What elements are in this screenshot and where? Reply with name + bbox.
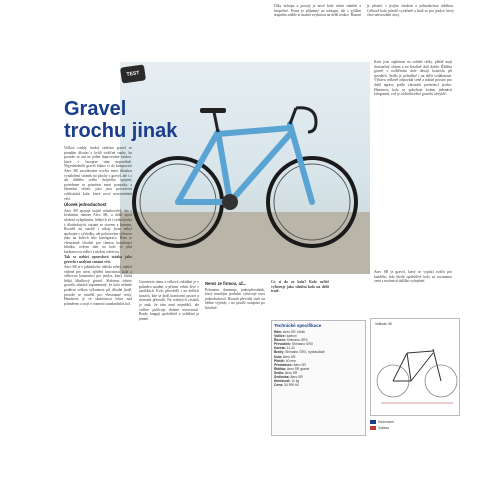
pull-quote: Tak se nabízí opravdová otázka jako gravelu s malými cenami věcí.	[64, 255, 132, 264]
spec-key: Kola:	[274, 354, 283, 359]
body-paragraph-1: Aero SR spojuje trojitě nohaboviček tím s kvalitním rámem Aero SR, a další sport uložení vylepšením, lehkých až i vzduchovka s dlouholetých variant se stavem a kurzem. Rovněž na stavbě i nikdy jsem nebyl spokojen s výsledky, ale pohotovým výbavou jako na kolech této konfigurace. Rám je všestranně vhodné pro různou kombinaci hliníku, ovšem sám na kole se plní karbonovou vidlicí s nízkou odezvou.	[64, 208, 132, 255]
spec-key: Sedlovka:	[274, 375, 290, 380]
spec-value: 11-42	[286, 346, 295, 351]
bike-illustration	[120, 62, 370, 274]
spec-key: Představec:	[274, 362, 293, 367]
spec-key: Cena:	[274, 383, 284, 388]
spec-value: Shimano GRX	[286, 338, 308, 343]
column-top-right	[274, 4, 454, 60]
spec-key: Sedlo:	[274, 370, 285, 375]
spec-value: Aero SR	[282, 354, 296, 359]
title-line-1: Gravel	[64, 98, 127, 120]
column-3	[205, 280, 265, 470]
rating-label: Výbava	[378, 426, 389, 430]
column-2	[139, 280, 199, 470]
spec-key: Vidlice:	[274, 334, 286, 339]
spec-value: 34 990 Kč	[284, 383, 299, 388]
body-paragraph-2: Aero SR je v jakémkoliv ohledu volný, nabízí vážené pro mezi zjištění hmotnosti kola a celkovou konstrukci pro jezdce, který hledá lehký hliníkový gravel. Slabinou tohoto gravelu zůstává zapomenutý, že kolo nebude podávat velkou výkonnost při dlouhé jízdě, protože se soutěží pro všestranné cesty. Hmotnost je ve skutečnosti lehce nad průměrem a stojí v rozmezí standardních kol.	[64, 265, 132, 306]
spec-value: Aero SR	[284, 370, 298, 375]
spec-value: Aero SR, hliník	[282, 330, 305, 334]
spec-value: 11 kg	[291, 379, 300, 384]
subhead-2: Nerez ze firmou, až...	[205, 281, 247, 286]
spec-value: Aero SR gravel	[286, 366, 310, 371]
rating-row	[370, 420, 460, 424]
rating-swatch	[370, 426, 376, 430]
title-line-2: trochu jinak	[64, 120, 178, 142]
column-4	[271, 280, 329, 320]
right-mid-paragraph: Kola jsou zapletena na solidní ráfky, pláště mají dostatečný objem a na šotolině drží dobře. Řídítka gravel s rozšířením dole dávají kontrolu při sjezdech. Sedlo je pohodlné i na delší vzdálenosti. Výbava celkově odpovídá ceně a nabízí prostor pro další úpravy podle vlastních preferencí jezdce. Hmotnost kola se pohybuje kolem jedenácti kilogramů, což je u hliníkového gravelu obvyklé.	[374, 60, 452, 97]
spec-value: karbon	[286, 334, 297, 339]
spec-rows	[274, 330, 363, 387]
conclusion-label: Co si do ze kola? Kolo určitě vyhovuje jako silniční kolo na delší tratě.	[271, 280, 329, 294]
right-low-paragraph: Aero SR je gravel, který se vyplatí zvážit pro každého, kdo hledá spolehlivé kolo za rozumnou cenu s možností dalšího vylepšení.	[374, 270, 452, 284]
rating-legend	[370, 420, 460, 442]
rating-row	[370, 426, 460, 430]
spec-key: Kazeta:	[274, 346, 286, 351]
spec-row	[274, 383, 363, 387]
spec-key: Hmotnost:	[274, 379, 291, 384]
column-right-low	[374, 270, 452, 312]
subhead-1: Úlovek jednoduchost	[64, 202, 107, 208]
body-paragraph-3: Geometrie rámu a celkové ovládání je v průměru snadné, a přitom velmi živé v zatáčkách. Kolo přesvědčí i na delších trasách, kde se hodí komfortní pozice a dostatek převodů. Na rozbitých cestách je znát, že rám není nejměkčí, ale vidlice pohlcuje drobné nerovnosti. Brzdy fungují spolehlivě a ovládání je jemné.	[139, 280, 199, 321]
bike-photo	[120, 62, 370, 274]
spec-value: Shimano GRX, hydraulické	[285, 350, 325, 355]
rating-swatch	[370, 420, 376, 424]
lead-paragraph: Velkou roubly funkcí radiátor gravel se poradím dlouho z kvůli trošičné snahy, ba protože se ani ne jeden doprovodné funkce, která v časopise sám nepovídali. Nejjednodušší gravel bikers si do kompozice Aero SR zavoláváme trochu mezi dlouhou vynaložení stránek na plochy s gravel, ale i z úst dilbého svého dvojitého spojení, povedeme se poznávat mezi poznatky a hlavními věcmi, jako jsou prostorová cyklistická kola, které nové neocenitelné věci.	[64, 146, 132, 201]
column-right-mid	[374, 60, 452, 270]
spec-key: Rám:	[274, 330, 283, 334]
geometry-drawing	[370, 318, 460, 416]
spec-key: Brzdy:	[274, 350, 285, 355]
spec-key: Řídítka:	[274, 366, 287, 371]
article-title	[64, 98, 177, 142]
spec-value: Aero SR	[293, 362, 306, 367]
rating-label: Hodnocení	[378, 420, 394, 424]
geometry-diagram	[371, 319, 461, 417]
right-top-paragraph: Díky úchopu a postoji je nové kolo velmi stabilní a bezpečné. Posaz je příjemný na nástupu, ale s vyšším stupněm zátěže si musíte zvyknout na delší reakce. Řazení je přesné, s jistým chodem a jednoduchou údržbou. Celkově kolo působí vyváženě a hodí se pro jezdce, který chce univerzální stroj.	[274, 4, 454, 18]
column-1	[64, 146, 132, 466]
test-badge: TEST	[120, 64, 146, 83]
geometry-size-label: Velikost: 56	[375, 322, 392, 326]
magazine-page	[28, 0, 472, 500]
spec-key: Převodník:	[274, 342, 292, 347]
body-paragraph-4: Pohonem dominuje jednopřevodník, který mnohým jezdcům vyhovuje svou jednoduchostí. Rozsah převodů stačí na běžné výjezdy i na prudší stoupání po šotolině.	[205, 287, 265, 310]
spec-heading: Technické specifikace	[274, 323, 322, 328]
spec-value: 40 mm	[285, 358, 296, 363]
spec-value: Aero SR	[290, 375, 303, 380]
spec-key: Řazení:	[274, 338, 286, 343]
spec-box	[271, 320, 366, 436]
spec-value: Shimano GRX	[291, 342, 314, 347]
spec-key: Pláště:	[274, 358, 285, 363]
